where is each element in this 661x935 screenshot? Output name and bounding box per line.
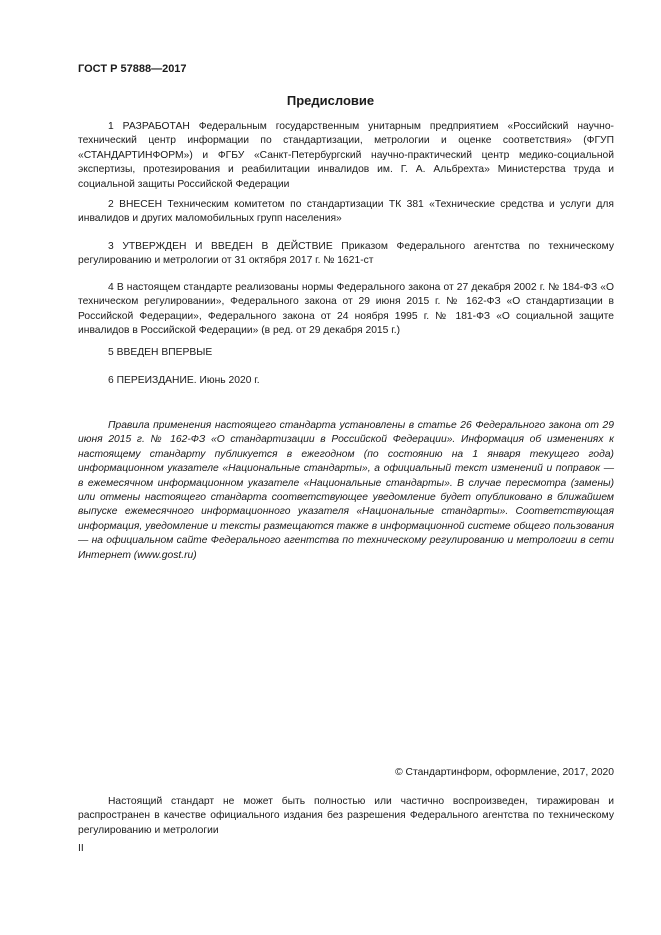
copyright-line: © Стандартинформ, оформление, 2017, 2020 (395, 767, 614, 778)
foreword-paragraph-1: 1 РАЗРАБОТАН Федеральным государственным унитарным предприятием «Российский научно-технический центр информации по стандартизации, метрологии и оценке соответствия» (ФГУП «СТАНДАРТИНФОРМ») и ФГБУ «Санкт-Петербургский научно-практический центр медико-социальной экспертизы, протезирования и реабилитации инвалидов им. Г. А. Альбрехта» Министерства труда и социальной защиты Российской Федерации (78, 121, 614, 190)
page-number: II (78, 843, 84, 854)
foreword-paragraph-2: 2 ВНЕСЕН Техническим комитетом по стандартизации ТК 381 «Технические средства и услуги для инвалидов и других маломобильных групп населения» (78, 199, 614, 225)
application-rules-notice: Правила применения настоящего стандарта установлены в статье 26 Федерального закона от 29 июня 2015 г. № 162-ФЗ «О стандартизации в Российской Федерации». Информация об изменениях к настоящему стандарту публикуется в ежегодном (по состоянию на 1 января текущего года) информационном указателе «Национальные стандарты», а официальный текст изменений и поправок — в ежемесячном информационном указателе «Национальные стандарты». В случае пересмотра (замены) или отмены настоящего стандарта соответствующее уведомление будет опубликовано в ближайшем выпуске ежемесячного информационного указателя «Национальные стандарты». Соответствующая информация, уведомление и тексты размещаются также в информационной системе общего пользования — на официальном сайте Федерального агентства по техническому регулированию и метрологии в сети Интернет (www.gost.ru) (78, 420, 614, 561)
page-title: Предисловие (286, 93, 375, 108)
foreword-paragraph-3: 3 УТВЕРЖДЕН И ВВЕДЕН В ДЕЙСТВИЕ Приказом Федерального агентства по техническому регулированию и метрологии от 31 октября 2017 г. № 1621-ст (78, 241, 614, 267)
foreword-paragraph-4: 4 В настоящем стандарте реализованы нормы Федерального закона от 27 декабря 2002 г. № 184-ФЗ «О техническом регулировании», Федерального закона от 29 июня 2015 г. № 162-ФЗ «О стандартизации в Российской Федерации», Федерального закона от 24 ноября 1995 г. № 181-ФЗ «О социальной защите инвалидов в Российской Федерации» (в ред. от 29 декабря 2015 г.) (78, 282, 614, 337)
foreword-paragraph-6: 6 ПЕРЕИЗДАНИЕ. Июнь 2020 г. (108, 375, 260, 386)
foreword-paragraph-5: 5 ВВЕДЕН ВПЕРВЫЕ (108, 347, 213, 358)
reproduction-notice: Настоящий стандарт не может быть полностью или частично воспроизведен, тиражирован и распространен в качестве официального издания без разрешения Федерального агентства по техническому регулированию и метрологии (78, 796, 614, 836)
document-header: ГОСТ Р 57888—2017 (78, 63, 187, 75)
